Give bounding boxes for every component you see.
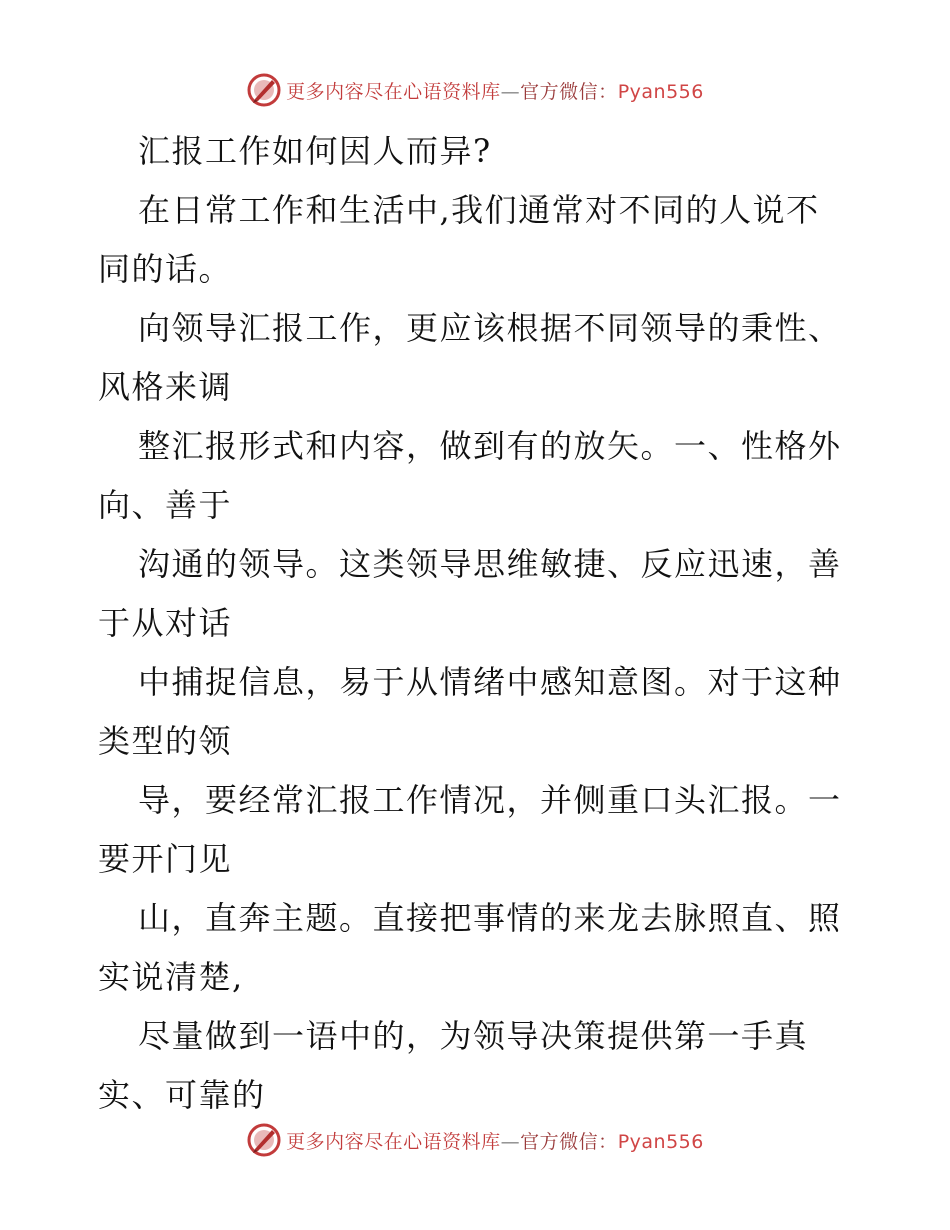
text-line: 实说清楚, [98,958,244,996]
text-line: 汇报工作如何因人而异? [138,132,492,170]
quill-pen-seal-icon [246,72,282,108]
document-body [98,122,858,1125]
text-line: 整汇报形式和内容，做到有的放矢。一、性格外 [138,427,842,465]
text-line: 沟通的领导。这类领导思维敏捷、反应迅速，善 [138,545,842,583]
text-line: 在日常工作和生活中,我们通常对不同的人说不 [138,191,820,229]
text-line: 中捕捉信息，易于从情绪中感知意图。对于这种 [138,663,842,701]
text-line: 导，要经常汇报工作情况，并侧重口头汇报。一 [138,781,842,819]
text-line: 同的话。 [98,250,233,288]
text-line: 风格来调 [98,368,233,406]
text-line: 类型的领 [98,722,233,760]
banner-separator: — [500,1130,521,1153]
banner-wechat-id: Pyan556 [617,1130,704,1153]
quill-pen-seal-icon [246,1122,282,1158]
banner-main-text: 更多内容尽在心语资料库 [286,80,501,103]
banner-wechat-label: 官方微信： [520,1130,618,1153]
text-line: 尽量做到一语中的，为领导决策提供第一手真 [138,1017,809,1055]
banner-wechat-id: Pyan556 [617,80,704,103]
text-line: 向、善于 [98,486,233,524]
text-line: 要开门见 [98,840,233,878]
text-line: 山，直奔主题。直接把事情的来龙去脉照直、照 [138,899,842,937]
banner-main-text: 更多内容尽在心语资料库 [286,1130,501,1153]
banner-separator: — [500,80,521,103]
header-banner [0,72,950,108]
text-line: 实、可靠的 [98,1076,266,1114]
banner-wechat-label: 官方微信： [520,80,618,103]
footer-banner [0,1122,950,1158]
text-line: 向领导汇报工作，更应该根据不同领导的秉性、 [138,309,842,347]
text-line: 于从对话 [98,604,233,642]
